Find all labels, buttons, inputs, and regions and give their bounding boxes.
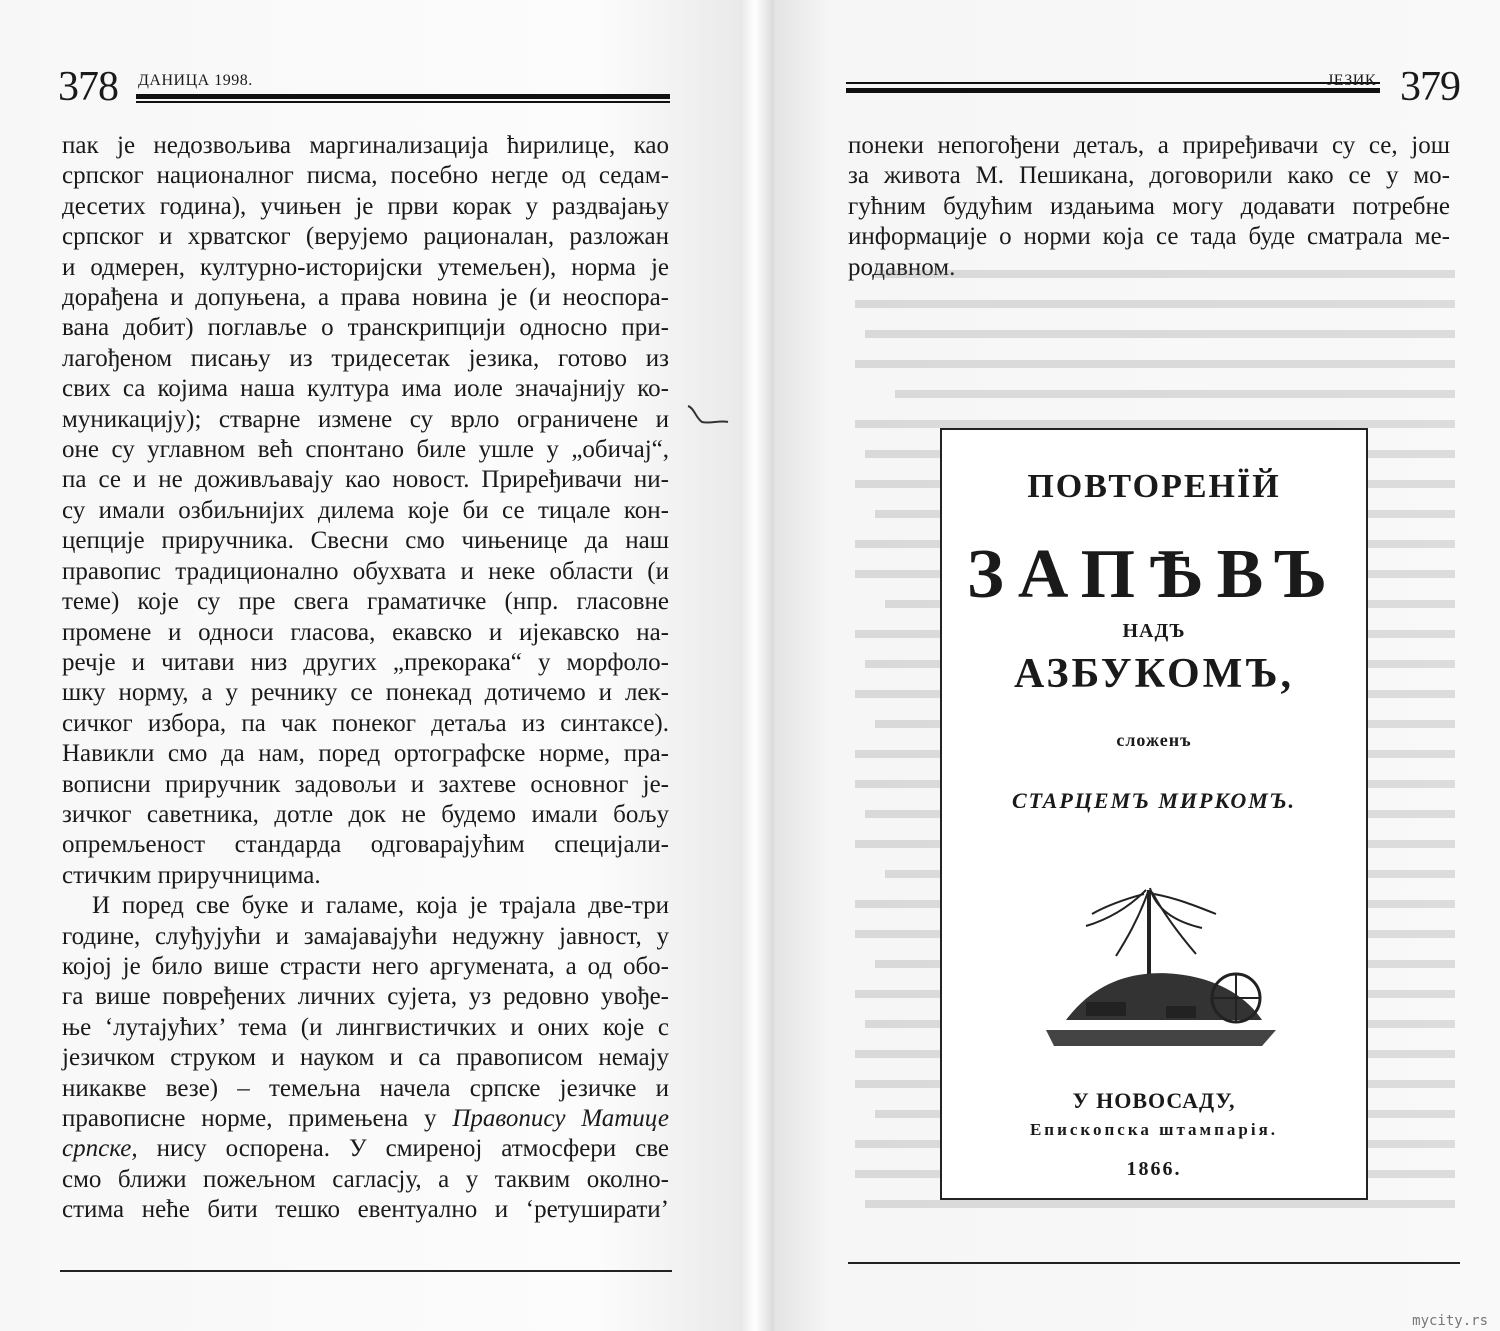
italic-title: Правопису Матице: [452, 1105, 669, 1132]
text-line: и одмерен, културно-историјски утемељен), норма је: [62, 253, 669, 281]
left-page-header: [58, 62, 670, 112]
text-line: промене и односи гласова, екавско и ијекавско на-: [62, 618, 669, 646]
text-fragment: нису оспорена. У смиреној атмосфери све: [137, 1135, 669, 1163]
text-line: понеки непогођени детаљ, а приређивачи су се, још: [848, 132, 1450, 159]
text-line: језичком струком и науком и са правописом немају: [62, 1044, 669, 1072]
text-line: зичког саветника, дотле док не будемо имали бољу: [62, 800, 669, 828]
text-line: па се и не доживљавају као новост. Приређивачи ни-: [62, 466, 669, 494]
plate-author: СТАРЦЕМЪ МИРКОМЪ.: [1011, 788, 1297, 813]
text-line: дорађена и допуњена, а права новина је (и неоспора-: [62, 284, 669, 312]
footer-rule-right: [848, 1262, 1460, 1264]
book-gutter: [740, 0, 774, 1331]
text-line: речје и читави низ других „прекорака“ у морфоло-: [62, 648, 669, 676]
header-rule-right-thin: [846, 82, 1380, 84]
text-line: Навикли смо да нам, поред ортографске норме, пра-: [62, 740, 669, 768]
text-line: десетих година), учињен је први корак у раздвајању: [62, 192, 669, 220]
text-line: стичким приручницима.: [62, 861, 321, 889]
text-line: ње ‘лутајућих’ тема (и лингвистичких и оних које с: [62, 1013, 669, 1041]
right-page-header: [846, 62, 1460, 112]
text-line: гућним будућим издањима могу додавати потребне: [848, 192, 1450, 220]
text-line: пак је недозвољива маргинализација ћирилице, као: [62, 132, 669, 159]
plate-press: Епископска штампарiя.: [1029, 1120, 1279, 1139]
text-line: стима неће бити тешко евентуално и ‘ретуширати’: [62, 1196, 669, 1224]
header-rule-left: [136, 94, 670, 99]
text-line: свих са којима наша култура има иоле значајнију ко-: [62, 375, 669, 403]
text-fragment: правописне норме, примењена у: [62, 1105, 453, 1132]
header-rule-left-thin: [136, 101, 670, 103]
plate-preposition: НАДЪ: [1122, 620, 1186, 642]
plate-subtitle: АЗБУКОМЪ,: [1014, 651, 1294, 697]
page-number-left: 378: [58, 64, 118, 110]
text-line: опремљеност стандарда одговарајућим специјали-: [62, 831, 669, 859]
text-line: за живота М. Пешикана, договорили како се у мо-: [848, 162, 1450, 190]
italic-title: српске,: [62, 1135, 138, 1163]
running-head-left: ДАНИЦА 1998.: [138, 72, 253, 89]
plate-vignette-illustration: [1026, 870, 1288, 1050]
text-line: лагођеном писању из тридесетак језика, готово из: [62, 344, 669, 372]
plate-title: ЗАПѢВЪ: [966, 536, 1342, 613]
text-line: муникацију); стварне измене су врло ограничене и: [62, 405, 669, 433]
text-line: су имали озбиљнијих дилема које би се тицале кон-: [62, 496, 669, 524]
ink-mark: [686, 402, 730, 428]
text-line: [62, 1104, 669, 1134]
text-line: И поред све буке и галаме, која је трајала две-три: [92, 892, 669, 920]
text-line: цепције приручника. Свесни смо чињенице да наш: [62, 527, 669, 555]
left-page-body: [62, 131, 669, 1226]
footer-rule-left: [60, 1270, 672, 1272]
page-number-right: 379: [1400, 64, 1460, 110]
plate-year: 1866.: [1126, 1158, 1182, 1180]
text-line: [62, 1134, 669, 1164]
plate-composed-by: сложенъ: [1116, 730, 1192, 750]
title-page-plate: [940, 428, 1368, 1200]
plate-city: У НОВОСАДУ,: [1072, 1088, 1236, 1113]
text-line: правопис традиционално обухвата и неке области (и: [62, 557, 669, 585]
text-line: никакве везе) – темељна начела српске језичке и: [62, 1074, 669, 1102]
text-line: оне су углавном већ спонтано биле ушле у „обичај“,: [62, 436, 669, 464]
text-line: родавном.: [848, 253, 956, 281]
text-line: сичког избора, па чак понеког детаља из синтаксе).: [62, 709, 669, 737]
text-line: вописни приручник задовољи и захтеве основног је-: [62, 770, 669, 798]
text-line: којој је било више страсти него аргумената, а од обо-: [62, 952, 669, 980]
text-line: српског националног писма, посебно негде од седам-: [62, 162, 669, 190]
text-line: године, слуђујући и замајавајући недужну јавност, у: [62, 922, 669, 950]
text-line: шку норму, а у речнику се понекад дотичемо и лек-: [62, 679, 669, 707]
text-line: српског и хрватског (верујемо рационалан, разложан: [62, 223, 669, 251]
plate-heading: ПОВТОРЕНЇЙ: [1027, 468, 1281, 505]
running-head-right: ЈЕЗИК: [1327, 72, 1376, 89]
text-line: информације о норми која се тада буде сматрала ме-: [848, 223, 1450, 251]
text-line: смо ближи пожељном сагласју, а у таквим околно-: [62, 1165, 669, 1193]
text-line: вана добит) поглавље о транскрипцији односно при-: [62, 314, 669, 342]
watermark: mycity.rs: [1412, 1313, 1488, 1329]
text-line: га више повређених личних сујета, уз редовно увође-: [62, 983, 669, 1011]
text-line: теме) које су пре свега граматичке (нпр. гласовне: [62, 588, 669, 616]
header-rule-right: [846, 88, 1380, 93]
